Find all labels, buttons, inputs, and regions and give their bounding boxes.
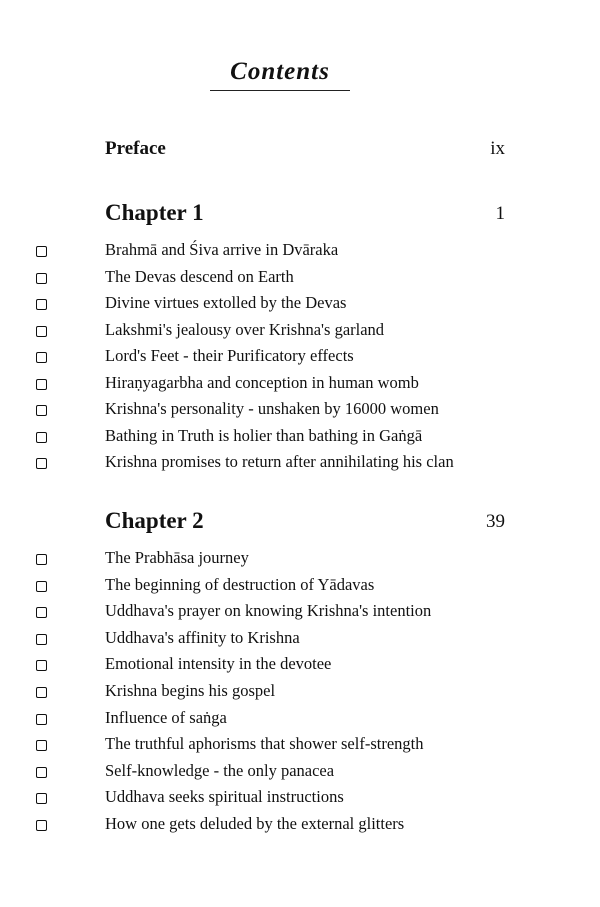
toc-entry — [0, 708, 600, 734]
preface-label: Preface — [105, 138, 166, 159]
toc-entry — [0, 346, 600, 372]
toc-entry-label: Emotional intensity in the devotee — [105, 654, 332, 674]
checkbox-icon[interactable] — [36, 740, 47, 751]
checkbox-icon[interactable] — [36, 352, 47, 363]
toc-entry-label: The beginning of destruction of Yādavas — [105, 574, 375, 594]
checkbox-icon[interactable] — [36, 820, 47, 831]
toc-entry-label: Brahmā and Śiva arrive in Dvāraka — [105, 240, 339, 259]
checkbox-icon[interactable] — [36, 634, 47, 645]
toc-entry-label: Hiraṇyagarbha and conception in human womb — [105, 372, 419, 392]
toc-entry — [0, 267, 600, 293]
toc-entry-label: Lord's Feet - their Purificatory effects — [105, 346, 354, 365]
toc-entry-label: Divine virtues extolled by the Devas — [105, 293, 347, 312]
toc-entry-label: Krishna's personality - unshaken by 16000 women — [105, 399, 439, 418]
toc-entry — [0, 575, 600, 601]
chapter-1-label: Chapter 1 — [105, 200, 204, 225]
toc-entry-label: Bathing in Truth is holier than bathing in Gaṅgā — [105, 425, 423, 445]
chapter-2-label: Chapter 2 — [105, 508, 204, 533]
toc-entry-label: Uddhava seeks spiritual instructions — [105, 787, 344, 807]
preface-page: ix — [490, 138, 505, 159]
chapter-1-page: 1 — [495, 203, 505, 224]
checkbox-icon[interactable] — [36, 687, 47, 698]
toc-entry — [0, 548, 600, 574]
toc-entry — [0, 373, 600, 399]
checkbox-icon[interactable] — [36, 793, 47, 804]
checkbox-icon[interactable] — [36, 581, 47, 592]
toc-entry-label: The Devas descend on Earth — [105, 266, 294, 286]
toc-entry-label: Uddhava's prayer on knowing Krishna's intention — [105, 601, 432, 621]
title-underline — [210, 90, 350, 91]
toc-entry — [0, 601, 600, 627]
toc-entry-label: The Prabhāsa journey — [105, 548, 249, 567]
page-title: Contents — [230, 58, 330, 85]
checkbox-icon[interactable] — [36, 660, 47, 671]
checkbox-icon[interactable] — [36, 554, 47, 565]
toc-entry — [0, 399, 600, 425]
checkbox-icon[interactable] — [36, 405, 47, 416]
toc-entry — [0, 240, 600, 266]
checkbox-icon[interactable] — [36, 714, 47, 725]
toc-entry — [0, 293, 600, 319]
toc-entry — [0, 734, 600, 760]
toc-entry — [0, 761, 600, 787]
toc-entry — [0, 681, 600, 707]
toc-entry-label: How one gets deluded by the external glitters — [105, 814, 405, 833]
checkbox-icon[interactable] — [36, 607, 47, 618]
toc-entry — [0, 426, 600, 452]
checkbox-icon[interactable] — [36, 458, 47, 469]
checkbox-icon[interactable] — [36, 767, 47, 778]
toc-entry-label: Influence of saṅga — [105, 707, 227, 727]
checkbox-icon[interactable] — [36, 432, 47, 443]
checkbox-icon[interactable] — [36, 273, 47, 284]
checkbox-icon[interactable] — [36, 326, 47, 337]
toc-entry — [0, 320, 600, 346]
toc-entry-label: Krishna begins his gospel — [105, 681, 276, 700]
toc-entry — [0, 654, 600, 680]
checkbox-icon[interactable] — [36, 246, 47, 257]
checkbox-icon[interactable] — [36, 299, 47, 310]
toc-entry-label: Self-knowledge - the only panacea — [105, 760, 335, 780]
checkbox-icon[interactable] — [36, 379, 47, 390]
toc-entry-label: The truthful aphorisms that shower self-strength — [105, 734, 424, 754]
toc-entry-label: Krishna promises to return after annihilating his clan — [105, 452, 454, 471]
toc-entry-label: Lakshmi's jealousy over Krishna's garland — [105, 319, 385, 339]
toc-entry-label: Uddhava's affinity to Krishna — [105, 627, 300, 647]
toc-entry — [0, 628, 600, 654]
toc-entry — [0, 452, 600, 478]
toc-entry — [0, 814, 600, 840]
toc-entry — [0, 787, 600, 813]
chapter-2-page: 39 — [486, 511, 505, 532]
